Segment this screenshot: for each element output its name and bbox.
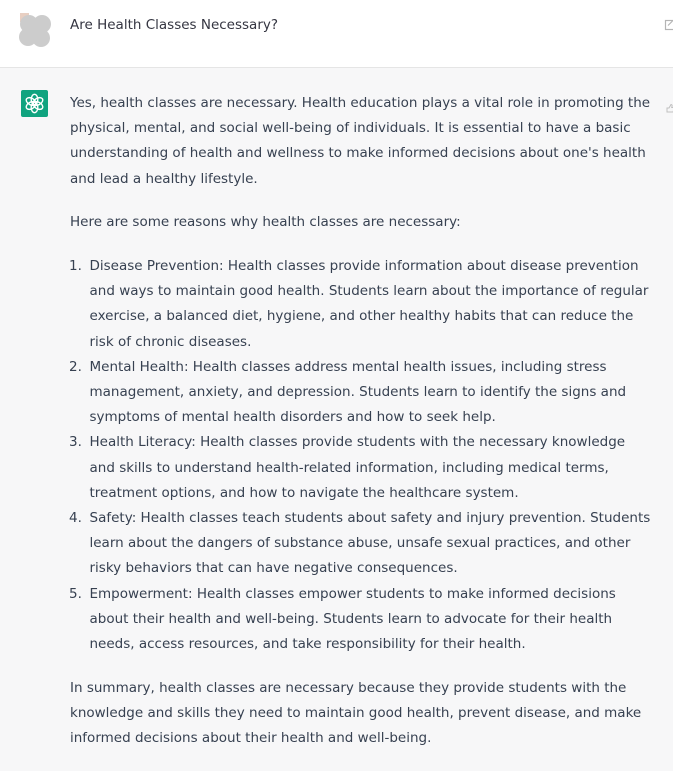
list-item	[70, 254, 652, 355]
answer-summary: In summary, health classes are necessary because they provide students with the knowledge and skills they need to maintain good health, prevent disease, and make informed decisions about their health and well-being.	[70, 679, 642, 747]
user-message-row	[0, 0, 673, 68]
list-item	[70, 430, 652, 506]
user-message-text: Are Health Classes Necessary?	[70, 17, 279, 33]
list-item-text: Empowerment: Health classes empower students to make informed decisions about their health and well-being. Students learn to advocate for their health needs, access resources, and take responsibility for their health.	[89, 585, 616, 653]
edit-icon[interactable]	[664, 17, 673, 31]
list-item-number: 4.	[69, 510, 82, 527]
list-item-number: 3.	[69, 434, 82, 451]
user-avatar-icon	[16, 11, 56, 51]
list-item-text: Safety: Health classes teach students about safety and injury prevention. Students learn about the dangers of substance abuse, unsafe sexual practices, and other risky behaviors that can have negative consequences.	[89, 510, 651, 577]
list-item-text: Health Literacy: Health classes provide students with the necessary knowledge and skills to understand health-related information, including medical terms, treatment options, and how to navigate the healthcare system.	[89, 434, 626, 501]
copy-icon[interactable]	[665, 98, 673, 108]
list-item	[70, 355, 652, 431]
list-item-number: 2.	[69, 358, 82, 375]
answer-intro: Yes, health classes are necessary. Health education plays a vital role in promoting the physical, mental, and social well-being of individuals. It is essential to have a basic understanding of health and wellness to make informed decisions about one's health and lead a healthy lifestyle.	[70, 95, 651, 187]
openai-logo-icon	[21, 90, 48, 117]
answer-lead-in: Here are some reasons why health classes are necessary:	[70, 214, 461, 231]
list-item	[70, 582, 652, 658]
assistant-message-content	[70, 91, 652, 770]
list-item-text: Mental Health: Health classes address mental health issues, including stress management, anxiety, and depression. Students learn to identify the signs and symptoms of mental health disorders and how to seek help.	[89, 358, 627, 426]
list-item	[70, 506, 652, 582]
reasons-list	[70, 254, 652, 657]
list-item-number: 1.	[69, 258, 82, 275]
list-item-number: 5.	[69, 585, 82, 602]
list-item-text: Disease Prevention: Health classes provide information about disease prevention and ways to maintain good health. Students learn about the importance of regular exercise, a balanced diet, hygiene, and other healthy habits that can reduce the risk of chronic diseases.	[89, 258, 649, 350]
assistant-message-row	[0, 68, 673, 771]
